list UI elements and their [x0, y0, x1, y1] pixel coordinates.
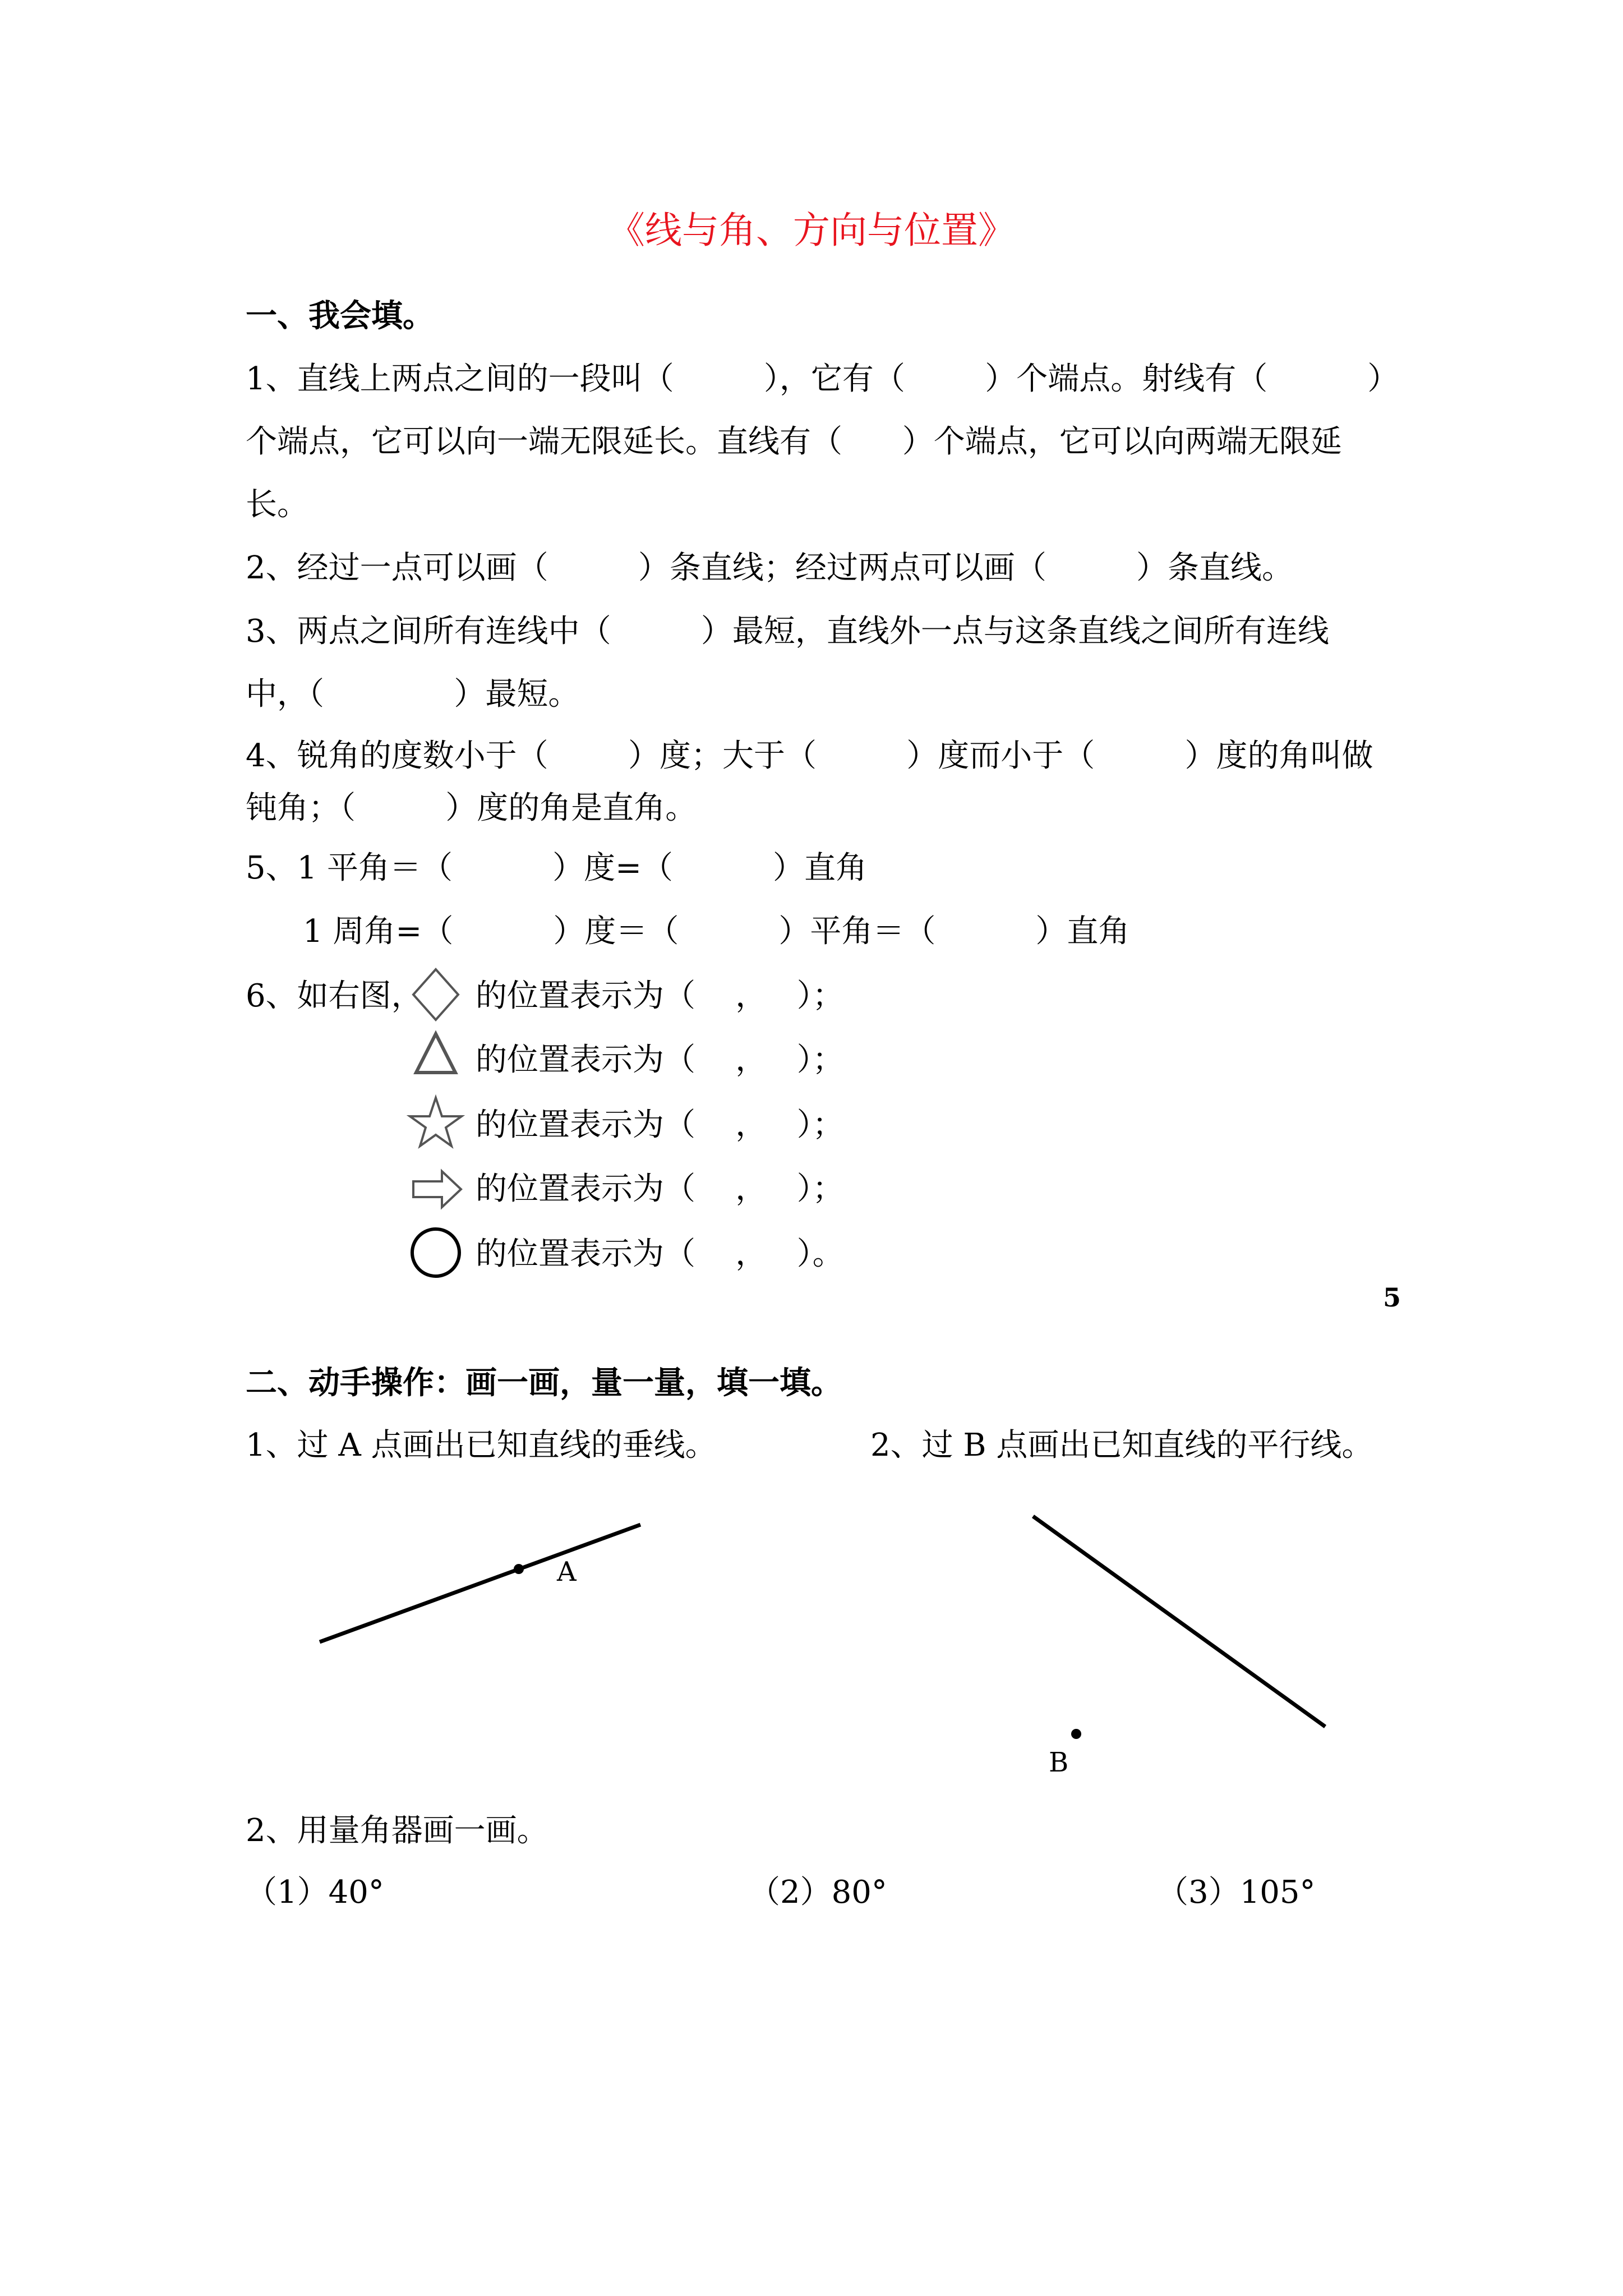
q2-text: 2、经过一点可以画（ ）条直线；经过两点可以画（ ）条直线。: [246, 550, 1294, 586]
q4-line1: 4、锐角的度数小于（ ）度；大于（ ）度而小于（ ）度的角叫做: [246, 738, 1373, 774]
q6-row-arrow: 的位置表示为（ ， ）；: [476, 1171, 844, 1207]
angle-105: （3）105°: [1157, 1874, 1316, 1911]
q1-line2: 个端点，它可以向一端无限延长。直线有（ ）个端点，它可以向两端无限延: [246, 424, 1342, 460]
q6-row-star: 的位置表示为（ ， ）；: [476, 1107, 844, 1143]
diamond-icon: [413, 969, 458, 1020]
angle-80: （2）80°: [749, 1874, 887, 1911]
q6-prefix: 6、如右图，: [246, 978, 423, 1014]
point-b: [1071, 1729, 1081, 1739]
given-line-a: [320, 1525, 640, 1642]
q3-line2: 中，（ ）最短。: [246, 676, 580, 712]
angle-40: （1）40°: [246, 1874, 384, 1911]
q6-row-diamond: 的位置表示为（ ， ）；: [476, 978, 844, 1014]
draw-q2-text: 2、过 B 点画出已知直线的平行线。: [870, 1427, 1373, 1464]
point-b-label: B: [1049, 1747, 1069, 1778]
draw-q1-text: 1、过 A 点画出已知直线的垂线。: [246, 1427, 717, 1464]
page-mark: 5: [1383, 1282, 1401, 1313]
arrow-icon: [413, 1171, 461, 1207]
q6-row-circle: 的位置表示为（ ， ）。: [476, 1236, 844, 1272]
star-icon: [410, 1098, 462, 1146]
q6-row-triangle: 的位置表示为（ ， ）；: [476, 1042, 844, 1078]
q5-line1: 5、1 平角＝（ ）度=（ ）直角: [246, 850, 867, 886]
circle-icon: [412, 1229, 459, 1276]
page-title: 《线与角、方向与位置》: [608, 209, 1015, 252]
point-a: [514, 1564, 524, 1574]
q1-line1: 1、直线上两点之间的一段叫（ ），它有（ ）个端点。射线有（ ）: [246, 361, 1399, 397]
triangle-icon: [416, 1034, 455, 1073]
section1-heading: 一、我会填。: [246, 297, 434, 334]
protractor-task: 2、用量角器画一画。: [246, 1812, 548, 1849]
section2-heading: 二、动手操作：画一画，量一量，填一填。: [246, 1364, 842, 1401]
point-a-label: A: [557, 1556, 577, 1588]
q5-line2: 1 周角=（ ）度＝（ ）平角＝（ ）直角: [303, 913, 1130, 950]
q4-line2: 钝角；（ ）度的角是直角。: [246, 790, 697, 826]
given-line-b: [1033, 1516, 1325, 1727]
q3-line1: 3、两点之间所有连线中（ ）最短，直线外一点与这条直线之间所有连线: [246, 613, 1329, 650]
q1-line3: 长。: [246, 486, 308, 523]
